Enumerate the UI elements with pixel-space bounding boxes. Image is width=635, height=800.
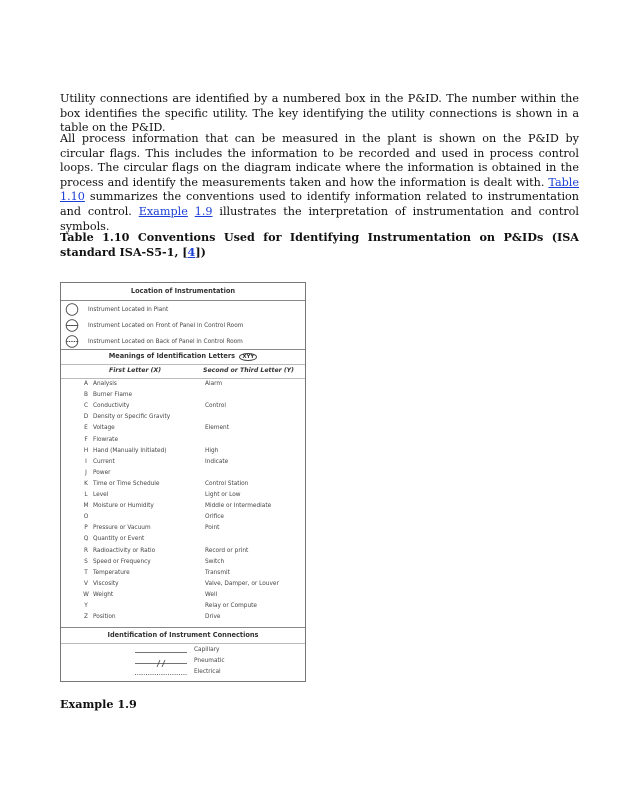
second-letter-meaning: Valve, Damper, or Louver xyxy=(205,580,279,587)
connection-label: Electrical xyxy=(194,669,221,675)
first-letter-meaning: Voltage xyxy=(93,425,115,432)
identification-letter: P xyxy=(84,525,88,532)
identification-letter: Y xyxy=(84,603,88,609)
connection-row xyxy=(61,669,305,680)
identification-letter: Z xyxy=(84,614,88,621)
caption-end: ]) xyxy=(195,244,206,259)
first-letter-meaning: Position xyxy=(93,614,116,621)
letter-row xyxy=(61,503,305,514)
identification-letter: K xyxy=(84,480,88,487)
letter-row xyxy=(61,414,305,425)
plant-instrument-icon xyxy=(65,303,79,316)
letter-row xyxy=(61,437,305,448)
letter-row xyxy=(61,592,305,603)
second-letter-meaning: Control Station xyxy=(205,480,249,487)
location-title: Location of Instrumentation xyxy=(130,287,236,295)
identification-letter: V xyxy=(84,580,88,587)
identification-letter: I xyxy=(85,458,87,465)
identification-letter: J xyxy=(85,469,87,476)
first-letter-meaning: Moisture or Humidity xyxy=(93,503,154,510)
second-letter-meaning: Control xyxy=(205,403,226,410)
second-letter-meaning: Well xyxy=(205,591,218,598)
identification-letter: T xyxy=(84,569,88,576)
letter-row xyxy=(61,559,305,570)
second-letter-meaning: Point xyxy=(205,525,220,532)
first-letter-meaning: Density or Specific Gravity xyxy=(93,414,171,421)
identification-letter: H xyxy=(83,447,89,454)
first-letter-meaning: Radioactivity or Ratio xyxy=(93,547,156,554)
second-letter-meaning: Relay or Compute xyxy=(205,603,257,609)
letter-row xyxy=(61,570,305,581)
letter-row xyxy=(61,459,305,470)
first-letter-meaning: Hand (Manually Initiated) xyxy=(93,447,167,454)
letter-row xyxy=(61,492,305,503)
letter-row xyxy=(61,481,305,492)
second-letter-meaning: Element xyxy=(205,425,229,432)
letter-row xyxy=(61,614,305,625)
identification-letter: S xyxy=(84,558,88,565)
connections-title: Identification of Instrument Connections xyxy=(107,631,259,639)
location-label: Instrument Located on Back of Panel in Control Room xyxy=(88,338,243,345)
divider xyxy=(61,627,305,628)
second-letter-header: Second or Third Letter (Y) xyxy=(203,367,294,374)
identification-letter: A xyxy=(84,381,88,387)
letter-row xyxy=(61,448,305,459)
capillary-line-icon xyxy=(135,648,187,657)
identification-letter: Q xyxy=(83,536,89,543)
paragraph-text: All process information that can be measured in the plant is shown on the P&ID by circular flags. This includes the information to be recorded and used in process control loops. The circular flags on the diagram indicate where the information is obtained in the process and identify the measurements taken and how the information is dealt with. xyxy=(60,132,579,189)
identification-letter: R xyxy=(83,547,89,554)
table-caption xyxy=(60,230,579,259)
second-letter-meaning: Drive xyxy=(205,614,221,621)
example-number-link[interactable]: 1.9 xyxy=(194,204,213,218)
identification-letter: M xyxy=(83,503,89,510)
instrumentation-table-figure xyxy=(60,282,306,682)
divider xyxy=(61,300,305,301)
caption-text: Table 1.10 Conventions Used for Identifying Instrumentation on P&IDs (ISA standard ISA-S5-1, [ xyxy=(60,230,579,259)
first-letter-meaning: Analysis xyxy=(93,381,117,387)
first-letter-meaning: Weight xyxy=(93,591,114,598)
back-panel-instrument-icon xyxy=(65,335,79,348)
location-label: Instrument Located on Front of Panel in Control Room xyxy=(88,322,244,329)
identification-letter: L xyxy=(84,492,88,498)
location-row xyxy=(65,319,243,332)
first-letter-meaning: Speed or Frequency xyxy=(93,558,151,565)
second-letter-meaning: Indicate xyxy=(205,458,229,465)
identification-letter: W xyxy=(83,591,89,598)
location-label: Instrument Located in Plant xyxy=(88,306,169,313)
letter-row xyxy=(61,525,305,536)
first-letter-meaning: Flowrate xyxy=(93,436,119,443)
letter-row xyxy=(61,425,305,436)
letter-row xyxy=(61,514,305,525)
letter-row xyxy=(61,603,305,614)
first-letter-meaning: Level xyxy=(93,492,109,498)
identification-letter: C xyxy=(83,403,89,410)
connection-row xyxy=(61,658,305,669)
pneumatic-line-icon xyxy=(135,659,187,668)
electrical-line-icon xyxy=(135,670,187,679)
letter-row xyxy=(61,470,305,481)
paragraph-process-information xyxy=(60,132,579,234)
example-heading: Example 1.9 xyxy=(60,697,137,711)
letter-row xyxy=(61,392,305,403)
paragraph-text: illustrates the interpretation of instrumentation and control symbols. xyxy=(60,204,579,233)
table-number-link[interactable]: 1.10 xyxy=(60,190,85,204)
table-link[interactable]: Table xyxy=(548,175,579,189)
identification-letter: E xyxy=(84,425,88,432)
identification-letter: F xyxy=(84,436,88,443)
divider xyxy=(61,364,305,365)
first-letter-meaning: Current xyxy=(93,458,115,465)
second-letter-meaning: Orifice xyxy=(205,514,224,521)
location-row xyxy=(65,335,243,348)
second-letter-meaning: High xyxy=(205,447,219,454)
divider xyxy=(61,643,305,644)
paragraph-text: summarizes the conventions used to identify information related to instrumentation and control. xyxy=(60,190,579,218)
letter-row xyxy=(61,403,305,414)
second-letter-meaning: Middle or Intermediate xyxy=(205,503,272,510)
front-panel-instrument-icon xyxy=(65,319,79,332)
divider xyxy=(61,349,305,350)
first-letter-meaning: Burner Flame xyxy=(93,392,133,399)
letter-row xyxy=(61,548,305,559)
meanings-title xyxy=(61,352,305,361)
connection-label: Pneumatic xyxy=(194,658,225,664)
letter-row xyxy=(61,536,305,547)
first-letter-meaning: Time or Time Schedule xyxy=(93,480,160,487)
reference-link[interactable]: 4 xyxy=(187,244,196,259)
second-letter-meaning: Switch xyxy=(205,558,225,565)
identification-letter: D xyxy=(83,414,89,421)
connection-label: Capillary xyxy=(194,647,220,653)
second-letter-meaning: Transmit xyxy=(205,569,230,576)
second-letter-meaning: Record or print xyxy=(205,547,249,554)
first-letter-meaning: Temperature xyxy=(93,569,130,576)
first-letter-header: First Letter (X) xyxy=(109,367,162,374)
example-link[interactable]: Example xyxy=(138,204,188,218)
first-letter-meaning: Conductivity xyxy=(93,403,130,410)
connection-row xyxy=(61,647,305,658)
identification-letter: O xyxy=(83,514,89,521)
divider xyxy=(61,378,305,379)
identification-letter: B xyxy=(84,392,88,399)
letter-row xyxy=(61,381,305,392)
paragraph-utility-connections: Utility connections are identified by a numbered box in the P&ID. The number within the box identifies the specific utility. The key identifying the utility connections is shown in a table on the P&ID. xyxy=(60,92,579,135)
second-letter-meaning: Light or Low xyxy=(205,492,241,498)
letter-row xyxy=(61,581,305,592)
first-letter-meaning: Pressure or Vacuum xyxy=(93,525,151,532)
xyy-symbol-icon: XYY xyxy=(239,353,257,361)
second-letter-meaning: Alarm xyxy=(205,381,223,387)
meanings-title-text: Meanings of Identification Letters xyxy=(108,352,236,360)
location-row xyxy=(65,303,168,316)
first-letter-meaning: Quantity or Event xyxy=(93,536,145,543)
first-letter-meaning: Power xyxy=(93,469,111,476)
first-letter-meaning: Viscosity xyxy=(93,580,119,587)
